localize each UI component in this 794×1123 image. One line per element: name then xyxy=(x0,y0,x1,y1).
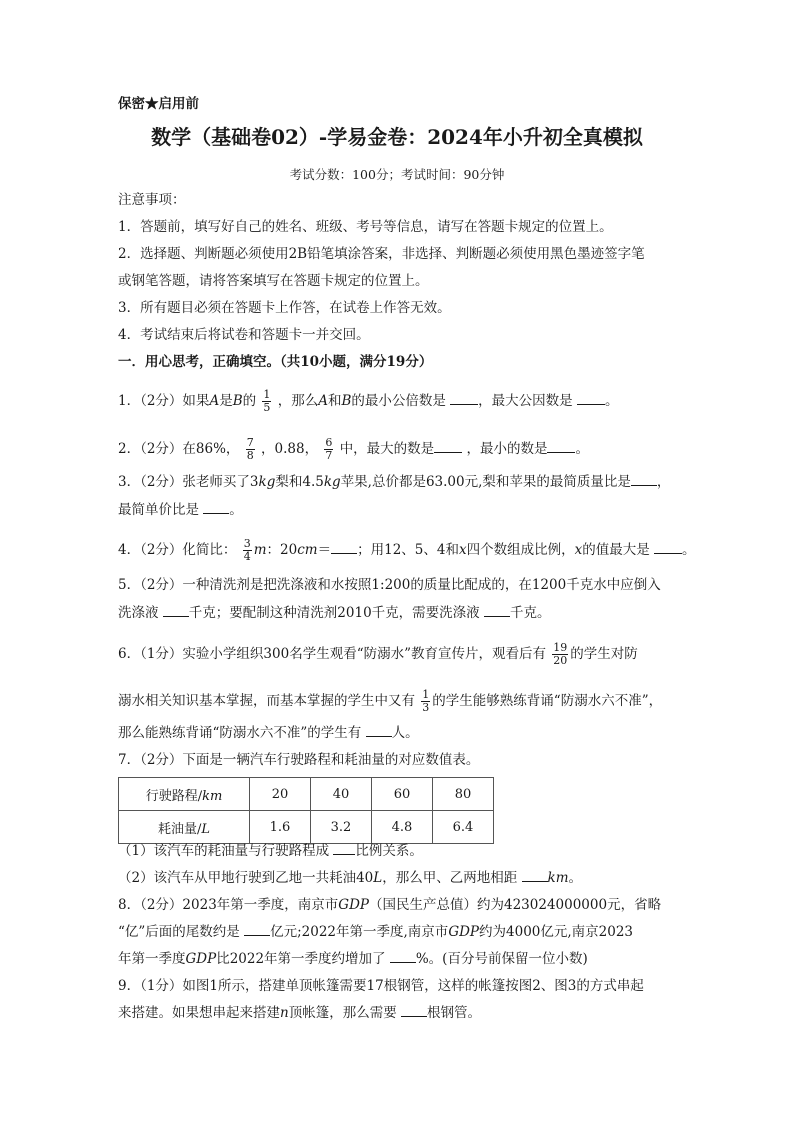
answer-blank[interactable] xyxy=(244,935,270,936)
answer-blank[interactable] xyxy=(401,1016,427,1017)
question-6: 6．（1分）实验小学组织300名学生观看“防溺水”教育宣传片，观看后有 $\frac{19}{20}$ 的学生对防 xyxy=(118,641,638,667)
fraction: $\frac{3}{4}$ xyxy=(243,537,251,563)
question-3-line2: 最简单价比是 。 xyxy=(118,502,243,518)
question-5-line2: 洗涤液 千克；要配制这种清洗剂2010千克，需要洗涤液 千克。 xyxy=(118,605,551,621)
answer-blank[interactable] xyxy=(331,553,357,554)
notice-item: 3．所有题目必须在答题卡上作答，在试卷上作答无效。 xyxy=(118,300,451,316)
table-cell: 40 xyxy=(311,778,372,811)
fraction: $\frac{19}{20}$ xyxy=(553,641,568,667)
question-8: 8．（2分）2023年第一季度，南京市GDP（国民生产总值）约为423024000000元，省略 xyxy=(118,897,662,913)
table-cell: 3.2 xyxy=(311,811,372,844)
answer-blank[interactable] xyxy=(203,513,229,514)
fraction: $\frac{7}{8}$ xyxy=(246,436,254,462)
answer-blank[interactable] xyxy=(434,452,462,453)
notice-heading: 注意事项： xyxy=(118,192,186,208)
table-header: 行驶路程/km xyxy=(119,778,250,811)
fraction: $\frac{1}{5}$ xyxy=(263,388,271,414)
table-cell: 60 xyxy=(372,778,433,811)
table-cell: 80 xyxy=(433,778,494,811)
answer-blank[interactable] xyxy=(654,553,682,554)
question-6-line3: 那么能熟练背诵“防溺水六不准”的学生有 人。 xyxy=(118,725,419,741)
confidential-label: 保密★启用前 xyxy=(118,96,199,112)
question-3: 3．（2分）张老师买了3kg梨和4.5kg苹果,总价都是63.00元,梨和苹果的最简质量比是 ， xyxy=(118,474,671,490)
question-5: 5．（2分）一种清洗剂是把洗涤液和水按照1:200的质量比配成的，在1200千克水中应倒入 xyxy=(118,577,661,593)
notice-item: 4．考试结束后将试卷和答题卡一并交回。 xyxy=(118,327,370,343)
question-7: 7．（2分）下面是一辆汽车行驶路程和耗油量的对应数值表。 xyxy=(118,752,480,768)
answer-blank[interactable] xyxy=(333,854,355,855)
question-4: 4．（2分）化简比： $\frac{3}{4}$ m：20cm＝ ；用12、5、4和x四个数组成比例，x的值最大是 。 xyxy=(118,537,696,563)
answer-blank[interactable] xyxy=(163,616,189,617)
notice-item: 2．选择题、判断题必须使用2B铅笔填涂答案，非选择、判断题必须使用黑色墨迹签字笔 xyxy=(118,246,645,262)
table-cell: 20 xyxy=(250,778,311,811)
question-2: 2．（2分）在86%， $\frac{7}{8}$ ，0.88， $\frac{6}{7}$ 中，最大的数是 ，最小的数是 。 xyxy=(118,436,589,462)
answer-blank[interactable] xyxy=(577,404,605,405)
table-cell: 6.4 xyxy=(433,811,494,844)
answer-blank[interactable] xyxy=(547,452,575,453)
table-header: 耗油量/L xyxy=(119,811,250,844)
question-8-line2: “亿”后面的尾数约是 亿元;2022年第一季度,南京市GDP约为4000亿元,南京2023 xyxy=(118,924,634,940)
mileage-fuel-table xyxy=(118,777,494,844)
table-cell: 4.8 xyxy=(372,811,433,844)
question-8-line3: 年第一季度GDP比2022年第一季度约增加了 %。(百分号前保留一位小数) xyxy=(118,951,588,967)
notice-item: 1．答题前，填写好自己的姓名、班级、考号等信息，请写在答题卡规定的位置上。 xyxy=(118,219,613,235)
answer-blank[interactable] xyxy=(366,736,392,737)
answer-blank[interactable] xyxy=(390,962,416,963)
table-cell: 1.6 xyxy=(250,811,311,844)
question-9-line2: 来搭建。如果想串起来搭建n顶帐篷，那么需要 根钢管。 xyxy=(118,1005,481,1021)
question-6-line2: 溺水相关知识基本掌握，而基本掌握的学生中又有 $\frac{1}{3}$ 的学生能够熟练背诵“防溺水六不准”， xyxy=(118,688,663,714)
answer-blank[interactable] xyxy=(631,485,657,486)
answer-blank[interactable] xyxy=(450,404,478,405)
page-title: 数学（基础卷02）-学易金卷：2024年小升初全真模拟 xyxy=(151,125,643,149)
fraction: $\frac{6}{7}$ xyxy=(325,436,333,462)
section-heading: 一．用心思考，正确填空。（共10小题，满分19分） xyxy=(118,354,433,370)
table-row xyxy=(119,778,494,811)
fraction: $\frac{1}{3}$ xyxy=(422,688,430,714)
question-9: 9．（1分）如图1所示，搭建单顶帐篷需要17根钢管，这样的帐篷按图2、图3的方式串起 xyxy=(118,978,644,994)
answer-blank[interactable] xyxy=(484,616,510,617)
question-7-part1: （1）该汽车的耗油量与行驶路程成 比例关系。 xyxy=(118,843,423,859)
exam-info: 考试分数：100分；考试时间：90分钟 xyxy=(289,167,505,182)
notice-item: 或钢笔答题，请将答案填写在答题卡规定的位置上。 xyxy=(118,273,429,289)
table-row xyxy=(119,811,494,844)
question-7-part2: （2）该汽车从甲地行驶到乙地一共耗油40L，那么甲、乙两地相距 km。 xyxy=(118,870,583,886)
question-1: 1．（2分）如果A是B的 $\frac{1}{5}$ ，那么A和B的最小公倍数是 ，最大公因数是 。 xyxy=(118,388,619,414)
answer-blank[interactable] xyxy=(522,881,548,882)
